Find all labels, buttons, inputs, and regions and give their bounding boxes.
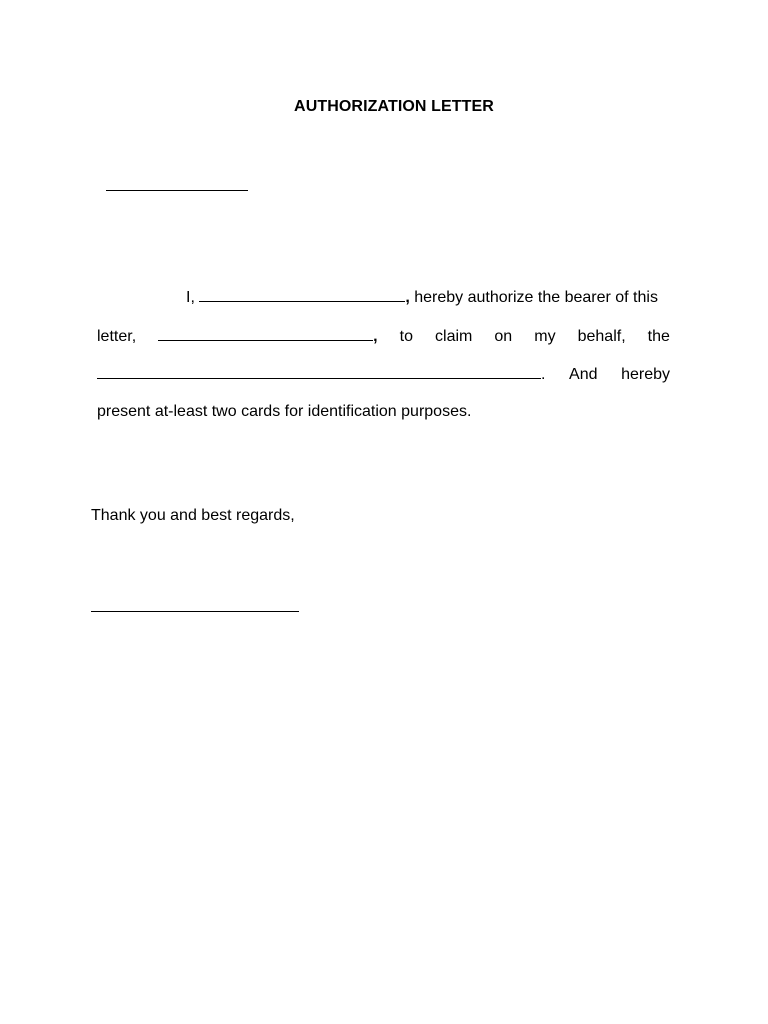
item-description-blank xyxy=(97,363,541,379)
line3-word-hereby: hereby xyxy=(621,366,670,383)
bearer-name-blank xyxy=(158,325,373,341)
line3-word-and: And xyxy=(569,366,598,383)
body-line-4: present at-least two cards for identification purposes. xyxy=(97,403,472,420)
line2-word-to: to xyxy=(399,328,413,345)
bearer-name-group xyxy=(158,325,377,347)
body-line-1 xyxy=(97,286,670,308)
line2-word-the: the xyxy=(647,328,670,345)
line1-prefix: I, xyxy=(186,289,195,306)
line1-comma: , xyxy=(405,289,410,306)
line2-word-my: my xyxy=(534,328,556,345)
grantor-name-blank xyxy=(199,286,405,302)
line2-word-behalf: behalf, xyxy=(577,328,626,345)
line1-suffix: hereby authorize the bearer of this xyxy=(414,289,658,306)
line3-period: . xyxy=(541,366,546,383)
closing-text: Thank you and best regards, xyxy=(91,507,295,524)
line2-word-letter: letter, xyxy=(97,328,137,345)
item-group xyxy=(97,363,545,385)
signature-blank-line xyxy=(91,611,299,612)
line2-comma: , xyxy=(373,328,378,345)
document-title: AUTHORIZATION LETTER xyxy=(294,98,494,115)
date-blank-line xyxy=(106,190,248,191)
line2-word-claim: claim xyxy=(435,328,473,345)
body-line-3 xyxy=(97,363,670,385)
body-line-2 xyxy=(97,325,670,347)
line2-word-on: on xyxy=(494,328,513,345)
